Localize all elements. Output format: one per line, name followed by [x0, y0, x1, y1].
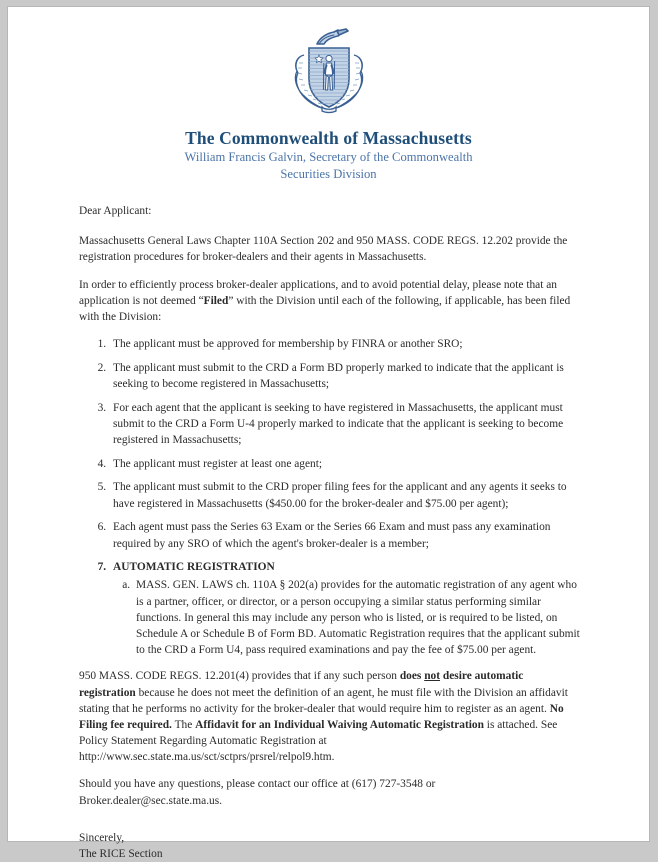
closing-block: [79, 830, 581, 862]
requirement-item-4: 4. The applicant must register at least one agent;: [109, 456, 581, 472]
organization-subtitle-line1: William Francis Galvin, Secretary of the Commonwealth: [184, 150, 473, 165]
contact-middle: or: [422, 778, 436, 791]
intro-paragraph: Massachusetts General Laws Chapter 110A Section 202 and 950 MASS. CODE REGS. 12.202 provide the registration procedures for broker-dealers and their agents in Massachusetts.: [79, 235, 568, 264]
automatic-registration-sublist: [113, 577, 581, 658]
contact-prefix: Should you have any questions, please contact our office at: [79, 778, 352, 791]
filing-notice-paragraph: [79, 277, 581, 326]
massachusetts-state-seal-icon: [288, 27, 370, 119]
waiver-paragraph: [79, 668, 581, 765]
contact-paragraph: [79, 776, 581, 808]
organization-subtitle-line2: Securities Division: [280, 167, 377, 182]
closing-salutation: Sincerely,: [79, 831, 125, 844]
filing-notice-bold: Filed: [203, 294, 229, 307]
requirement-item-3: 3. For each agent that the applicant is seeking to have registered in Massachusetts, the applicant must submit to the CRD a Form U-4 properly marked to indicate that the applicant is seeking to become registered in Massachusetts;: [109, 400, 581, 449]
waiver-segment-4: is attached. See Policy Statement Regarding Automatic Registration at: [79, 718, 558, 748]
organization-title: The Commonwealth of Massachusetts: [185, 128, 472, 148]
waiver-bold-underline-not: not: [424, 670, 441, 683]
waiver-bold-no-fee: No Filing fee required.: [79, 702, 564, 731]
letter-body: [79, 203, 581, 862]
waiver-segment-5: .: [331, 751, 335, 764]
policy-statement-url[interactable]: http://www.sec.state.ma.us/sct/sctprs/prsrel/relpol9.htm: [79, 751, 332, 764]
automatic-registration-heading: AUTOMATIC REGISTRATION: [113, 561, 275, 574]
waiver-bold-affidavit-title: Affidavit for an Individual Waiving Automatic Registration: [195, 718, 484, 731]
waiver-segment-2: because he does not meet the definition of an agent, he must file with the Division an affidavit stating that he performs no activity for the broker-dealer that would require him to register as an agent.: [79, 686, 568, 715]
document-page: [7, 6, 650, 860]
requirement-item-7: [109, 559, 581, 658]
filing-notice-part2: ” with the Division until each of the following, if applicable, has been filed with the Division:: [79, 294, 571, 323]
contact-suffix: .: [219, 794, 223, 807]
letterhead: [8, 7, 649, 183]
requirement-item-6: 6. Each agent must pass the Series 63 Exam or the Series 66 Exam and must pass any examination required by any SRO of which the agent's broker-dealer is a member;: [109, 519, 581, 551]
requirement-item-5: 5. The applicant must submit to the CRD proper filing fees for the applicant and any agents it seeks to have registered in Massachusetts ($450.00 for the broker-dealer and $75.00 per agent);: [109, 479, 581, 511]
waiver-segment-3: The: [171, 718, 196, 731]
contact-phone[interactable]: (617) 727-3548: [351, 778, 423, 791]
filing-notice-part1: In order to efficiently process broker-dealer applications, and to avoid potential delay, please note that an application is not deemed “: [79, 278, 557, 307]
waiver-bold-desire: desire automatic registration: [79, 670, 524, 699]
contact-email[interactable]: Broker.dealer@sec.state.ma.us: [79, 794, 220, 807]
waiver-bold-does: does: [399, 670, 425, 683]
salutation: Dear Applicant:: [79, 205, 152, 217]
signature-block: The RICE Section: [79, 848, 163, 860]
requirements-list: [79, 336, 581, 658]
requirement-item-1: 1. The applicant must be approved for membership by FINRA or another SRO;: [109, 336, 581, 352]
waiver-segment-1: 950 MASS. CODE REGS. 12.201(4) provides that if any such person: [79, 670, 400, 683]
requirement-item-2: 2. The applicant must submit to the CRD a Form BD properly marked to indicate that the applicant is seeking to become registered in Massachusetts;: [109, 360, 581, 392]
automatic-registration-item-a: a. MASS. GEN. LAWS ch. 110A § 202(a) provides for the automatic registration of any agent who is a partner, officer, or director, or a person occupying a similar status performing similar functions. In general this may include any person who is listed, or is required to be listed, on Schedule A or Schedule B of Form BD. Automatic Registration requires that the applicant submit to the CRD a Form U4, pass required examinations and pay the fee of $75.00 per agent.: [133, 577, 581, 658]
